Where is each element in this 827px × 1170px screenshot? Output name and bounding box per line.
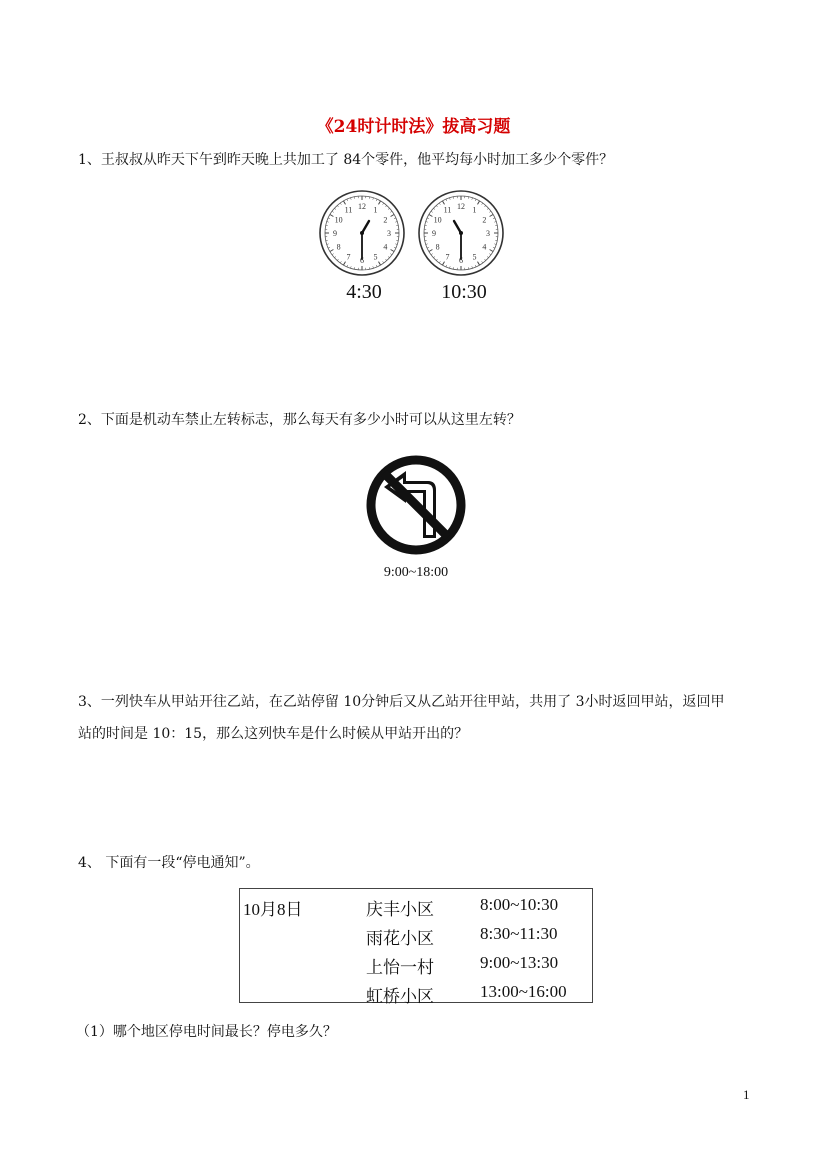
table-row-area: 雨花小区	[366, 929, 434, 948]
clock-numeral: 7	[445, 252, 450, 262]
clock-numeral: 9	[333, 229, 337, 238]
question-3-line1: 3、一列快车从甲站开往乙站，在乙站停留 10分钟后又从乙站开往甲站，共用了 3小时返回甲站，返回甲	[78, 694, 725, 710]
question-1-text: 1、王叔叔从昨天下午到昨天晚上共加工了 84个零件，他平均每小时加工多少个零件？	[78, 152, 614, 168]
clock-numeral: 10	[433, 215, 442, 225]
page-number: 1	[743, 1087, 750, 1102]
table-row-area: 上怡一村	[366, 958, 434, 977]
clock-numeral: 3	[486, 229, 490, 238]
clock-4-30	[320, 191, 404, 275]
table-row-time: 8:30~11:30	[480, 924, 558, 943]
clock-numeral: 1	[472, 205, 477, 215]
clock-10-30	[419, 191, 503, 275]
clock-label-1: 4:30	[346, 281, 382, 303]
clocks-figure	[314, 190, 510, 276]
clock-numeral: 2	[482, 215, 487, 225]
table-row-time: 13:00~16:00	[480, 982, 567, 1001]
no-left-turn-icon	[371, 460, 461, 550]
question-2-text: 2、下面是机动车禁止左转标志，那么每天有多少小时可以从这里左转？	[78, 412, 521, 428]
clock-numeral: 7	[346, 252, 351, 262]
power-outage-notice-table	[239, 888, 593, 1006]
clock-numeral: 8	[336, 242, 341, 252]
clock-numeral: 5	[373, 252, 378, 262]
clock-numeral: 3	[387, 229, 391, 238]
clock-numeral: 5	[472, 252, 477, 262]
clock-numeral: 6	[360, 256, 364, 265]
clock-numeral: 6	[459, 256, 463, 265]
notice-date: 10月8日	[243, 900, 303, 919]
clock-numeral: 11	[344, 205, 353, 215]
question-4-sub1: （1）哪个地区停电时间最长？停电多久？	[76, 1024, 337, 1040]
clock-numeral: 4	[383, 242, 388, 252]
question-4-intro: 4、 下面有一段“停电通知”。	[78, 855, 260, 871]
clock-numeral: 12	[358, 202, 366, 211]
no-left-turn-sign	[362, 452, 470, 558]
clock-numeral: 2	[383, 215, 388, 225]
clock-label-2: 10:30	[441, 281, 487, 303]
table-row-time: 8:00~10:30	[480, 895, 559, 914]
table-row-time: 9:00~13:30	[480, 953, 559, 972]
clock-numeral: 10	[334, 215, 343, 225]
sign-time-label: 9:00~18:00	[383, 565, 449, 580]
question-3-line2: 站的时间是 10：15，那么这列快车是什么时候从甲站开出的？	[78, 726, 469, 742]
page-title: 《24时计时法》拔高习题	[316, 117, 511, 137]
clock-numeral: 4	[482, 242, 487, 252]
table-row-area: 庆丰小区	[366, 900, 434, 919]
clock-numeral: 1	[373, 205, 378, 215]
table-row-area: 虹桥小区	[366, 987, 434, 1006]
clock-numeral: 8	[435, 242, 440, 252]
clock-numeral: 11	[443, 205, 452, 215]
clock-numeral: 12	[457, 202, 465, 211]
clock-numeral: 9	[432, 229, 436, 238]
